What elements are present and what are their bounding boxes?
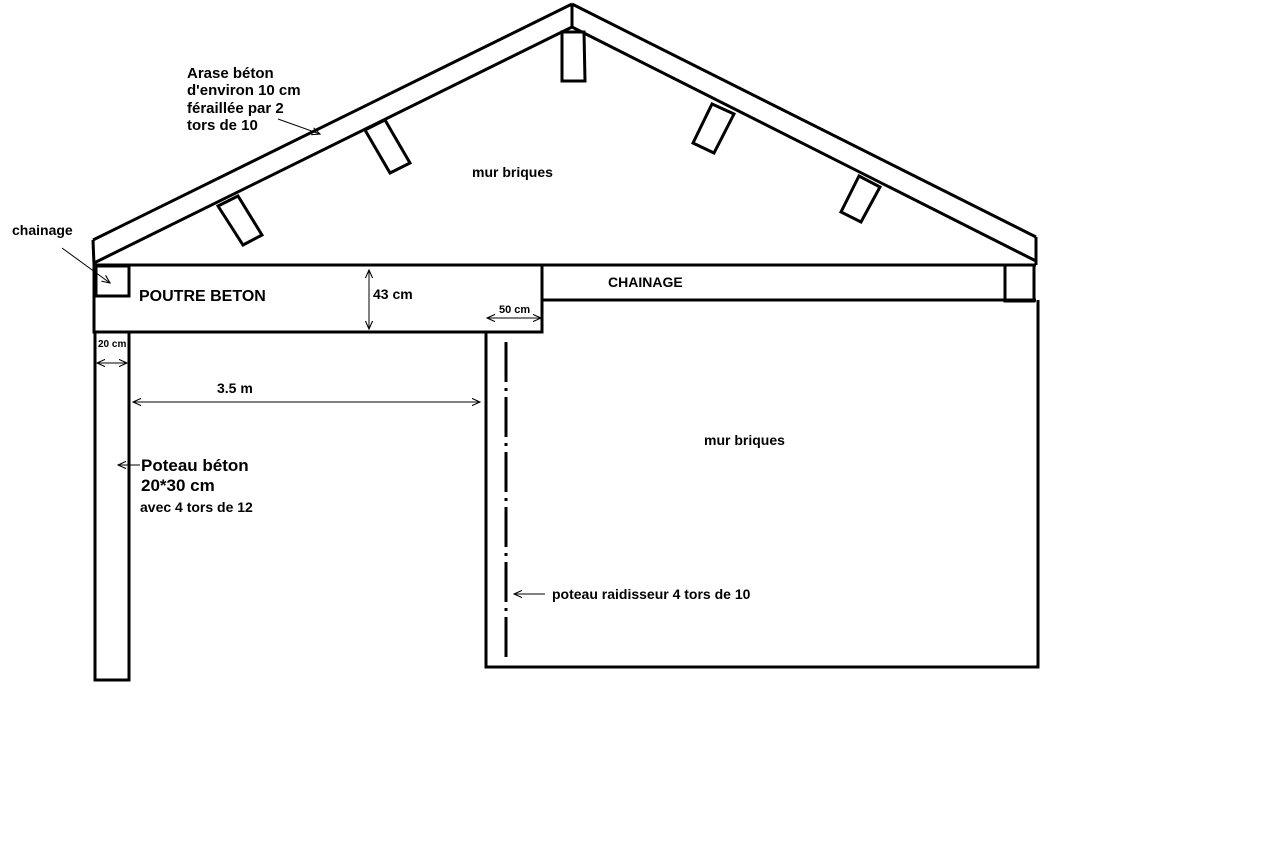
rafter-block bbox=[365, 120, 410, 173]
rafter-block bbox=[562, 32, 585, 81]
arase-line-2: d'environ 10 cm bbox=[187, 82, 301, 100]
roof-left-end bbox=[93, 240, 94, 265]
dim-20cm-label: 20 cm bbox=[98, 339, 127, 350]
chainage-big-label: CHAINAGE bbox=[608, 274, 683, 290]
brick-wall-right bbox=[486, 300, 1038, 667]
dim-3-5m-label: 3.5 m bbox=[217, 380, 253, 396]
arase-line-3: féraillée par 2 bbox=[187, 99, 284, 117]
poutre-beton-label: POUTRE BETON bbox=[139, 288, 266, 305]
concrete-column bbox=[95, 332, 129, 680]
poteau-beton-label bbox=[141, 456, 249, 495]
arase-line-4: tors de 10 bbox=[187, 116, 258, 134]
arase-label bbox=[187, 65, 301, 134]
roof-inner-left bbox=[94, 27, 572, 263]
chainage-corner-right bbox=[1005, 265, 1034, 301]
roof-outer-left bbox=[93, 4, 572, 240]
chainage-small-label: chainage bbox=[12, 222, 73, 238]
mur-briques-top-label: mur briques bbox=[472, 164, 553, 180]
rafter-block bbox=[218, 196, 262, 245]
rafter-block bbox=[841, 176, 880, 222]
poteau-beton-line-1: Poteau béton bbox=[141, 456, 249, 475]
roof-outer-right bbox=[572, 4, 1036, 237]
poteau-beton-detail-label: avec 4 tors de 12 bbox=[140, 499, 253, 515]
poteau-beton-line-2: 20*30 cm bbox=[141, 475, 215, 495]
poteau-raidisseur-label: poteau raidisseur 4 tors de 10 bbox=[552, 586, 751, 602]
rafter-block bbox=[693, 104, 734, 153]
dim-43cm-label: 43 cm bbox=[373, 286, 413, 302]
mur-briques-bottom-label: mur briques bbox=[704, 432, 785, 448]
roof-inner-right bbox=[572, 27, 1036, 261]
dim-50cm-label: 50 cm bbox=[499, 304, 531, 316]
chainage-corner-left bbox=[96, 266, 129, 296]
arase-line-1: Arase béton bbox=[187, 65, 274, 82]
